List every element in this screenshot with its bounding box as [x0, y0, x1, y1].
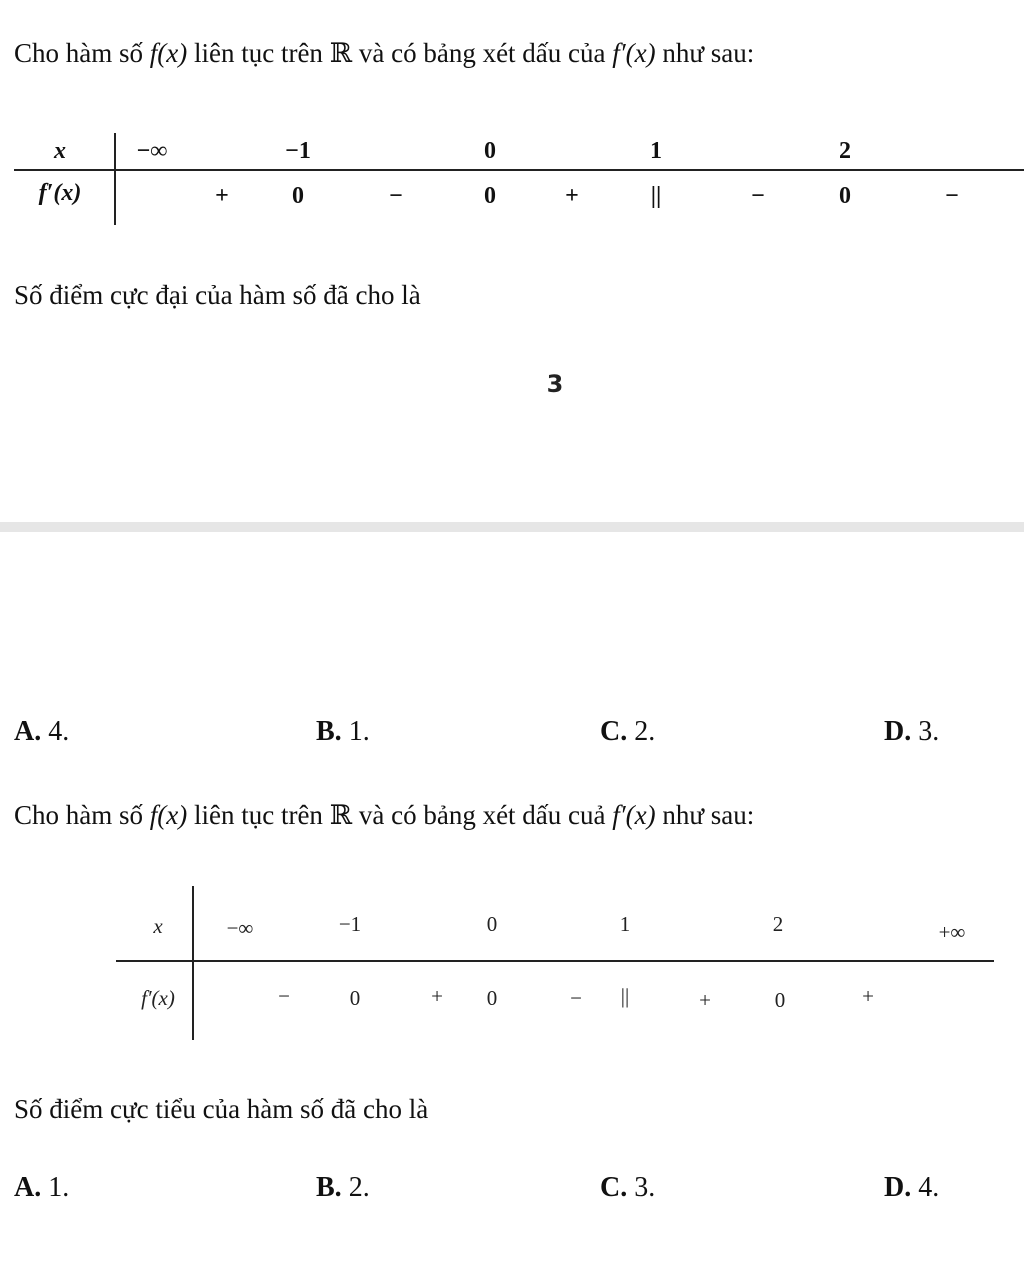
q2-x-value: 2	[772, 912, 784, 936]
q2-sign: ||	[620, 984, 630, 1008]
option-letter: D.	[884, 1172, 912, 1203]
q1-x-value: −∞	[136, 138, 168, 164]
q1-sign: 0	[484, 183, 496, 209]
q2-sign: +	[431, 984, 443, 1008]
q2-x-value: −∞	[226, 916, 254, 940]
q1-sign: 0	[839, 183, 851, 209]
q2-x-value: 1	[619, 912, 631, 936]
q1-intro-fx: f(x)	[149, 38, 188, 68]
q1-handwritten-answer: 3	[546, 370, 564, 398]
q2-intro-fpx: f′(x)	[612, 800, 656, 830]
q1-sign: −	[751, 183, 765, 209]
q1-option-c[interactable]	[600, 716, 655, 748]
q2-option-a[interactable]	[14, 1172, 69, 1204]
option-value: 2.	[634, 716, 656, 747]
option-letter: C.	[600, 716, 628, 747]
option-letter: C.	[600, 1172, 628, 1203]
q1-sign: ||	[650, 183, 662, 209]
q1-option-a[interactable]	[14, 716, 69, 748]
q2-sign: −	[278, 984, 290, 1008]
q1-intro-before: Cho hàm số	[14, 38, 150, 68]
q2-row-x-label: x	[153, 914, 163, 938]
q1-sign: 0	[292, 183, 304, 209]
q1-option-b[interactable]	[316, 716, 370, 748]
q2-sign: 0	[486, 986, 498, 1010]
q1-sign: +	[565, 183, 579, 209]
section-divider	[0, 522, 1024, 532]
q1-sign: −	[389, 183, 403, 209]
q2-sign: 0	[349, 986, 361, 1010]
q2-sign: −	[570, 986, 582, 1010]
q2-sign: +	[699, 988, 711, 1012]
option-letter: A.	[14, 716, 42, 747]
q2-intro	[14, 800, 754, 831]
option-value: 3.	[634, 1172, 656, 1203]
q1-intro-fpx: f′(x)	[612, 38, 656, 68]
option-value: 4.	[918, 1172, 940, 1203]
q2-intro-after: như sau:	[655, 800, 755, 830]
q2-sign: +	[862, 984, 874, 1008]
q1-x-value: 1	[650, 138, 662, 164]
q1-intro-after: như sau:	[655, 38, 755, 68]
q2-option-b[interactable]	[316, 1172, 370, 1204]
q2-x-value: −1	[338, 912, 362, 936]
option-letter: D.	[884, 716, 912, 747]
q2-option-d[interactable]	[884, 1172, 939, 1204]
option-letter: B.	[316, 716, 342, 747]
q2-question: Số điểm cực tiểu của hàm số đã cho là	[14, 1094, 429, 1124]
q2-intro-before: Cho hàm số	[14, 800, 150, 830]
q1-sign: −	[945, 183, 959, 209]
q1-x-value: −1	[285, 138, 311, 164]
option-value: 4.	[48, 716, 70, 747]
q2-row-f-label: f′(x)	[141, 986, 175, 1010]
q2-option-c[interactable]	[600, 1172, 655, 1204]
q1-row-f-label: f′(x)	[38, 180, 82, 206]
option-value: 3.	[918, 716, 940, 747]
option-value: 1.	[48, 1172, 70, 1203]
q2-x-value: 0	[486, 912, 498, 936]
q1-row-x-label: x	[54, 138, 66, 164]
q2-sign: 0	[774, 988, 786, 1012]
q1-option-d[interactable]	[884, 716, 939, 748]
q1-x-value: 0	[484, 138, 496, 164]
q2-intro-middle: liên tục trên ℝ và có bảng xét dấu cuả	[187, 800, 613, 830]
q1-sign: +	[215, 183, 229, 209]
option-letter: A.	[14, 1172, 42, 1203]
option-value: 1.	[348, 716, 370, 747]
option-letter: B.	[316, 1172, 342, 1203]
q2-intro-fx: f(x)	[149, 800, 188, 830]
q1-x-value: 2	[839, 138, 851, 164]
q2-x-value: +∞	[938, 920, 966, 944]
option-value: 2.	[348, 1172, 370, 1203]
q1-intro-middle: liên tục trên ℝ và có bảng xét dấu của	[187, 38, 613, 68]
q1-question: Số điểm cực đại của hàm số đã cho là	[14, 280, 421, 310]
q1-intro	[14, 38, 754, 69]
